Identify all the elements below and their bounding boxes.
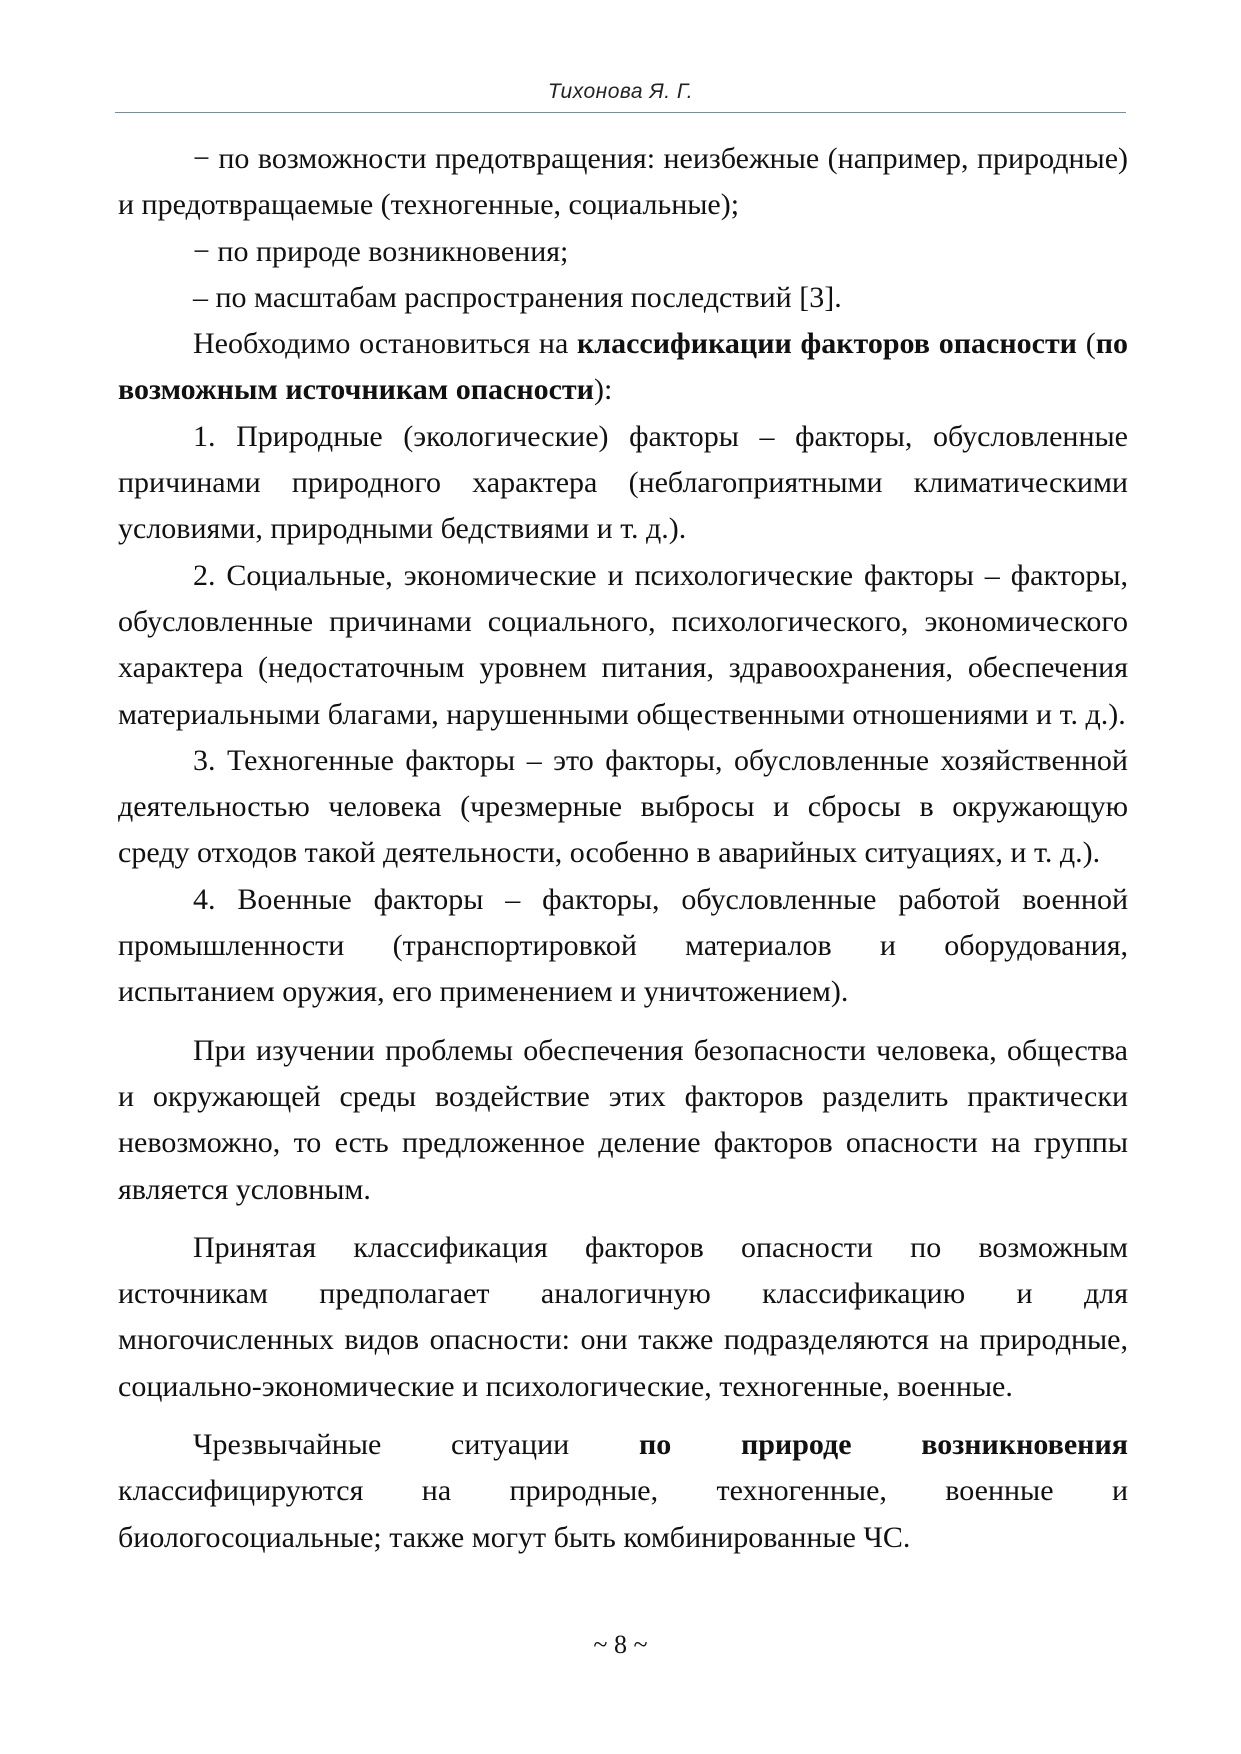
list-item-military-factors: 4. Военные факторы – факторы, обусловленные работой военной промышленности (транспортировкой материалов и оборудования, испытанием оружия, его применением и уничтожением).	[118, 882, 1128, 1009]
intro-paren-open: (	[1076, 327, 1096, 361]
intro-text: Необходимо остановиться на	[193, 327, 577, 361]
paragraph-emergencies	[118, 1422, 1128, 1561]
header-divider	[115, 112, 1126, 113]
body-text	[118, 136, 1128, 1561]
intro-bold-sources: по возможным источникам опасности	[118, 327, 1128, 407]
list-item-natural-factors: 1. Природные (экологические) факторы – факторы, обусловленные причинами природного характера (неблагоприятными климатическими условиями, природными бедствиями и т. д.).	[118, 419, 1128, 546]
paragraph-accepted-classification: Принятая классификация факторов опасности по возможным источникам предполагает аналогичную классификацию и для многочисленных видов опасности: они также подразделяются на природные, социально-экономические и психологические, техногенные, военные.	[118, 1230, 1128, 1403]
paragraph-study: При изучении проблемы обеспечения безопасности человека, общества и окружающей среды воздействие этих факторов разделить практически невозможно, то есть предложенное деление факторов опасности на группы является условным.	[118, 1033, 1128, 1206]
list-item-social-factors: 2. Социальные, экономические и психологические факторы – факторы, обусловленные причинами социального, психологического, экономического характера (недостаточным уровнем питания, здравоохранения, обеспечения материальными благами, нарушенными общественными отношениями и т. д.).	[118, 558, 1128, 731]
emergencies-text-rest: классифицируются на природные, техногенные, военные и биологосоциальные; также могут быть комбинированные ЧС.	[118, 1474, 1128, 1554]
intro-bold-term: классификации факторов опасности	[577, 327, 1077, 361]
emergencies-bold-term: по природе возникновения	[638, 1428, 1128, 1462]
paragraph-scale: – по масштабам распространения последствий [3].	[193, 280, 842, 314]
page-number: ~ 8 ~	[593, 1630, 648, 1659]
list-item-technogenic-factors: 3. Техногенные факторы – это факторы, обусловленные хозяйственной деятельностью человека (чрезмерные выбросы и сбросы в окружающую среду отходов такой деятельности, особенно в аварийных ситуациях, и т. д.).	[118, 743, 1128, 870]
paragraph-prevention: − по возможности предотвращения: неизбежные (например, природные) и предотвращаемые (техногенные, социальные);	[118, 142, 1128, 222]
intro-paren-close: ):	[593, 373, 613, 407]
paragraph-classification-intro	[118, 321, 1128, 414]
emergencies-text: Чрезвычайные ситуации	[193, 1428, 639, 1462]
paragraph-origin: − по природе возникновения;	[193, 234, 569, 268]
running-header: Тихонова Я. Г.	[547, 80, 694, 103]
